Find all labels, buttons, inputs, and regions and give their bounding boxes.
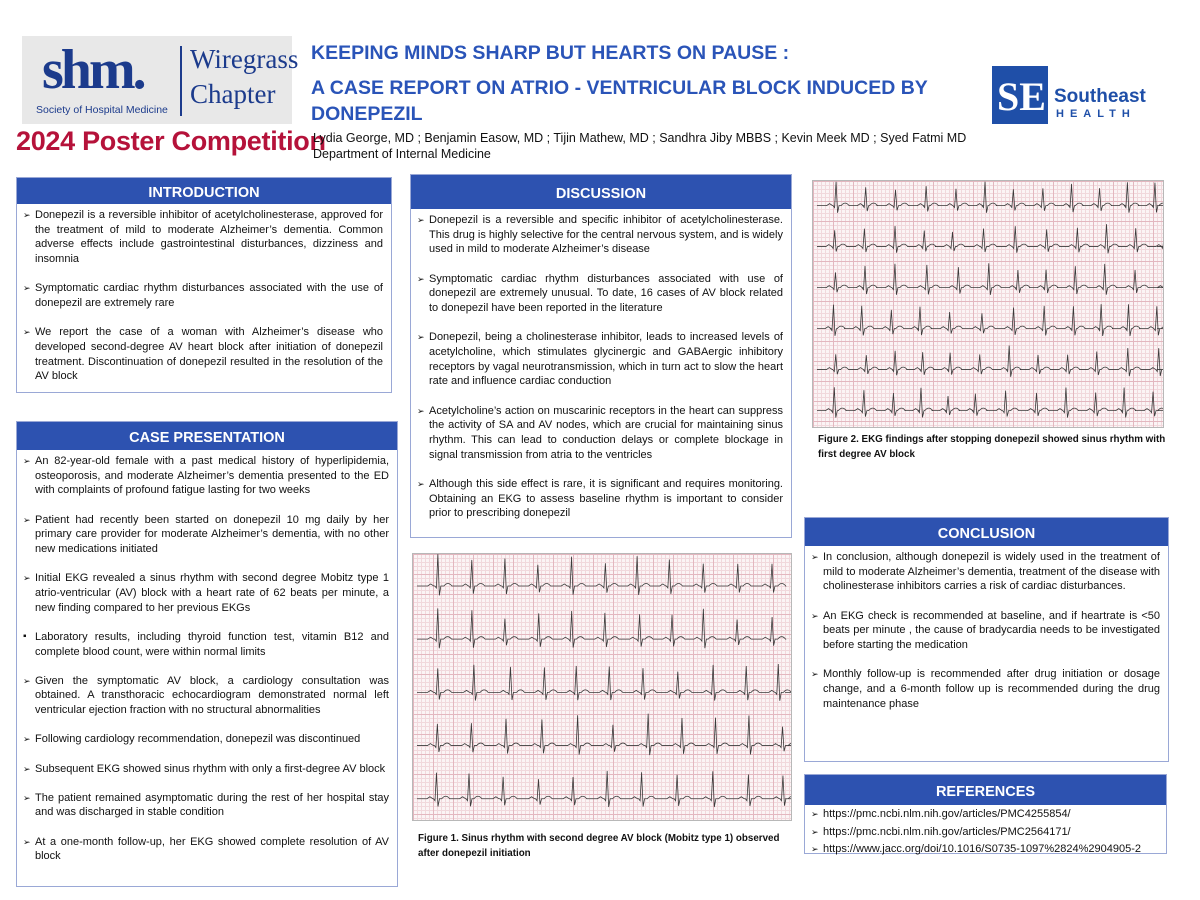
case-presentation-list: [17, 450, 397, 864]
list-item: ➢ Following cardiology recommendation, donepezil was discontinued: [23, 732, 389, 747]
introduction-section: [16, 177, 392, 393]
southeast-health-sub: HEALTH: [1056, 108, 1136, 120]
list-item: ➢ An 82-year-old female with a past medical history of hyperlipidemia, osteoporosis, and moderate Alzheimer’s dementia presented to the ED with complaints of profound fatigue lasting for two weeks: [23, 454, 389, 498]
shm-wordmark: shm.: [42, 39, 144, 101]
figure-1-caption: Figure 1. Sinus rhythm with second degree AV block (Mobitz type 1) observed after donepezil initiation: [418, 833, 780, 859]
discussion-section: [410, 174, 792, 538]
ekg-lead-row: [417, 771, 791, 807]
discussion-heading: DISCUSSION: [411, 175, 791, 209]
department: Department of Internal Medicine: [313, 147, 491, 161]
list-item: ➢ In conclusion, although donepezil is widely used in the treatment of mild to moderate Alzheimer’s dementia, treatment of the disease with cholinesterase inhibitors carries a risk of cardiac disturbances.: [811, 550, 1160, 594]
ekg-lead-row: [817, 263, 1163, 295]
southeast-se-icon: [992, 66, 1048, 124]
list-item: ➢ Although this side effect is rare, it is significant and requires monitoring. Obtaining an EKG to assess baseline rhythm is important to consider prior to prescribing donepezil: [417, 477, 783, 521]
ekg-trace-1: [413, 554, 791, 820]
shm-subtitle: Society of Hospital Medicine: [36, 104, 168, 116]
conclusion-section: [804, 517, 1169, 762]
references-heading: REFERENCES: [805, 775, 1166, 805]
figure-2-caption: Figure 2. EKG findings after stopping donepezil showed sinus rhythm with first degree AV block: [818, 434, 1166, 460]
list-item: ➢ Acetylcholine’s action on muscarinic receptors in the heart can suppress the activity of SA and AV nodes, which are crucial for maintaining sinus rhythm. This can lead to conduction delays or complete blockage in signal transmission from atria to the ventricles: [417, 404, 783, 463]
conclusion-heading: CONCLUSION: [805, 518, 1168, 546]
list-item: ➢ An EKG check is recommended at baseline, and if heartrate is <50 beats per minute , the cause of bradycardia needs to be investigated before starting the medication: [811, 609, 1160, 653]
list-item: ▪ Laboratory results, including thyroid function test, vitamin B12 and complete blood count, were within normal limits: [23, 630, 389, 659]
list-item: ➢ Subsequent EKG showed sinus rhythm with only a first-degree AV block: [23, 762, 389, 777]
list-item: ➢ Patient had recently been started on donepezil 10 mg daily by her primary care provider for moderate Alzheimer’s dementia, with no other new medications initiated: [23, 513, 389, 557]
southeast-health-logo: [992, 66, 1162, 124]
shm-wiregrass-logo: [22, 36, 299, 124]
poster-competition-label: 2024 Poster Competition: [16, 126, 326, 156]
case-presentation-heading: CASE PRESENTATION: [17, 422, 397, 450]
author-block: [313, 130, 966, 162]
introduction-list: [17, 204, 391, 384]
author-names: Lydia George, MD ; Benjamin Easow, MD ; Tijin Mathew, MD ; Sandhra Jiby MBBS ; Kevin Meek MD ; Syed Fatmi MD: [313, 131, 967, 145]
reference-link[interactable]: ➢ https://pmc.ncbi.nlm.nih.gov/articles/PMC2564171/: [811, 825, 1158, 840]
ekg-figure-1: [412, 553, 792, 821]
introduction-heading: INTRODUCTION: [17, 178, 391, 204]
ekg-lead-row: [417, 554, 786, 595]
reference-link[interactable]: ➢ https://www.jacc.org/doi/10.1016/S0735-1097%2824%2904905-2: [811, 842, 1158, 857]
title-line1: KEEPING MINDS SHARP BUT HEARTS ON PAUSE :: [311, 42, 790, 64]
svg-text:SE: SE: [997, 74, 1046, 119]
list-item: ➢ We report the case of a woman with Alzheimer’s disease who developed second-degree AV heart block after initiation of donepezil treatment. Discontinuation of donepezil resulted in the resolution of the AV block: [23, 325, 383, 384]
ekg-lead-row: [817, 182, 1163, 213]
ekg-lead-row: [817, 224, 1163, 253]
list-item: ➢ Symptomatic cardiac rhythm disturbances associated with the use of donepezil are extremely rare: [23, 281, 383, 310]
title-line2: A CASE REPORT ON ATRIO - VENTRICULAR BLOCK INDUCED BY DONEPEZIL: [311, 77, 928, 125]
list-item: ➢ At a one-month follow-up, her EKG showed complete resolution of AV block: [23, 835, 389, 864]
discussion-list: [411, 209, 791, 521]
chapter-name-line2: Chapter: [190, 79, 276, 109]
ekg-lead-row: [417, 714, 791, 755]
southeast-name: Southeast: [1054, 86, 1146, 107]
logo-divider: [180, 46, 182, 116]
chapter-name-line1: Wiregrass: [190, 44, 299, 74]
ekg-figure-2: [812, 180, 1164, 428]
list-item: ➢ Monthly follow-up is recommended after drug initiation or dosage change, and a 6-month follow up is recommended during the drug maintenance phase: [811, 667, 1160, 711]
list-item: ➢ Initial EKG revealed a sinus rhythm with second degree Mobitz type 1 atrio-ventricular (AV) block with a heart rate of 62 beats per minute, a new finding compared to her previous EKGs: [23, 571, 389, 615]
list-item: ➢ Given the symptomatic AV block, a cardiology consultation was obtained. A transthoracic echocardiogram demonstrated normal left ventricular ejection fraction with no structural abnormalities: [23, 674, 389, 718]
ekg-lead-row: [417, 608, 786, 648]
ekg-trace-2: [813, 181, 1163, 427]
ekg-lead-row: [417, 664, 791, 701]
list-item: ➢ Donepezil is a reversible and specific inhibitor of acetylcholinesterase. This drug is highly selective for the central nervous system, and is widely used in mild to moderate Alzheimer’s disease: [417, 213, 783, 257]
poster-title: [311, 40, 971, 127]
ekg-lead-row: [817, 345, 1163, 376]
references-section: [804, 774, 1167, 854]
ekg-lead-row: [817, 304, 1163, 336]
list-item: ➢ The patient remained asymptomatic during the rest of her hospital stay and was discharged in stable condition: [23, 791, 389, 820]
list-item: ➢ Donepezil is a reversible inhibitor of acetylcholinesterase, approved for the treatment of mild to moderate Alzheimer’s dementia. Common adverse effects include gastrointestinal disturbances, dizziness and insomnia: [23, 208, 383, 267]
list-item: ➢ Donepezil, being a cholinesterase inhibitor, leads to increased levels of acetylcholine, which stimulates glycinergic and GABAergic inhibitory receptors by vagal neurotransmission, which in turn act to slow the heart rate and influence cardiac conduction: [417, 330, 783, 389]
references-list: [805, 805, 1166, 857]
conclusion-list: [805, 546, 1168, 711]
case-presentation-section: [16, 421, 398, 887]
list-item: ➢ Symptomatic cardiac rhythm disturbances associated with use of donepezil are extremely unusual. To date, 16 cases of AV block related to donepezil have been reported in the literature: [417, 272, 783, 316]
reference-link[interactable]: ➢ https://pmc.ncbi.nlm.nih.gov/articles/PMC4255854/: [811, 807, 1158, 822]
ekg-lead-row: [817, 387, 1163, 417]
